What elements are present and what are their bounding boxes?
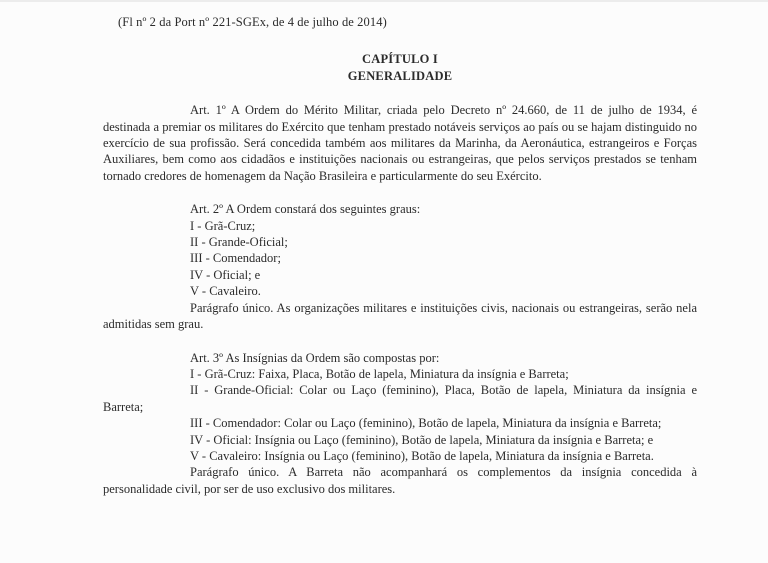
article-3-item-2: II - Grande-Oficial: Colar ou Laço (feminino), Placa, Botão de lapela, Miniatura da insígnia e Barreta; [103,383,697,414]
chapter-heading [103,51,697,84]
page-header-note: (Fl nº 2 da Port nº 221-SGEx, de 4 de julho de 2014) [118,15,387,29]
article-2-paragrafo-unico: Parágrafo único. As organizações militares e instituições civis, nacionais ou estrangeiras, serão nela admitidas sem grau. [103,300,697,332]
article-2-item-1: I - Grã-Cruz; [190,218,256,233]
article-1-paragraph: Art. 1º A Ordem do Mérito Militar, criada pelo Decreto nº 24.660, de 11 de julho de 1934, é destinada a premiar os militares do Exército que tenham prestado notáveis serviços ao país ou se hajam distinguido no exercício de sua profissão. Será concedida também aos militares da Marinha, da Aeronáutica, estrangeiros e Forças Auxiliares, bem como aos cidadãos e instituições nacionais ou estrangeiras, que pelos serviços prestados se tenham tornado credores de homenagem da Nação Brasileira e particularmente do seu Exército. [103,103,697,183]
article-3-item-1: I - Grã-Cruz: Faixa, Placa, Botão de lapela, Miniatura da insígnia e Barreta; [190,366,569,381]
article-2-intro: Art. 2º A Ordem constará dos seguintes graus: [190,202,421,217]
article-2-item-2: II - Grande-Oficial; [190,235,288,250]
article-2-item-5: V - Cavaleiro. [190,284,261,299]
article-3-item-5: V - Cavaleiro: Insígnia ou Laço (feminino), Botão de lapela, Miniatura da insígnia e Barreta. [190,448,654,463]
article-3-block [103,350,697,498]
article-2-item-3: III - Comendador; [190,251,281,266]
article-3-intro: Art. 3º As Insígnias da Ordem são compostas por: [190,350,440,365]
article-2-item-4: IV - Oficial; e [190,267,261,282]
chapter-subtitle: GENERALIDADE [347,68,453,83]
article-3-item-4: IV - Oficial: Insígnia ou Laço (feminino), Botão de lapela, Miniatura da insígnia e Barreta; e [190,432,654,447]
chapter-title: CAPÍTULO I [362,52,438,67]
article-3-paragrafo-unico: Parágrafo único. A Barreta não acompanhará os complementos da insígnia concedida à personalidade civil, por ser de uso exclusivo dos militares. [103,465,697,496]
article-3-item-3: III - Comendador: Colar ou Laço (feminino), Botão de lapela, Miniatura da insígnia e Barreta; [190,416,662,431]
article-2-block [103,201,697,332]
